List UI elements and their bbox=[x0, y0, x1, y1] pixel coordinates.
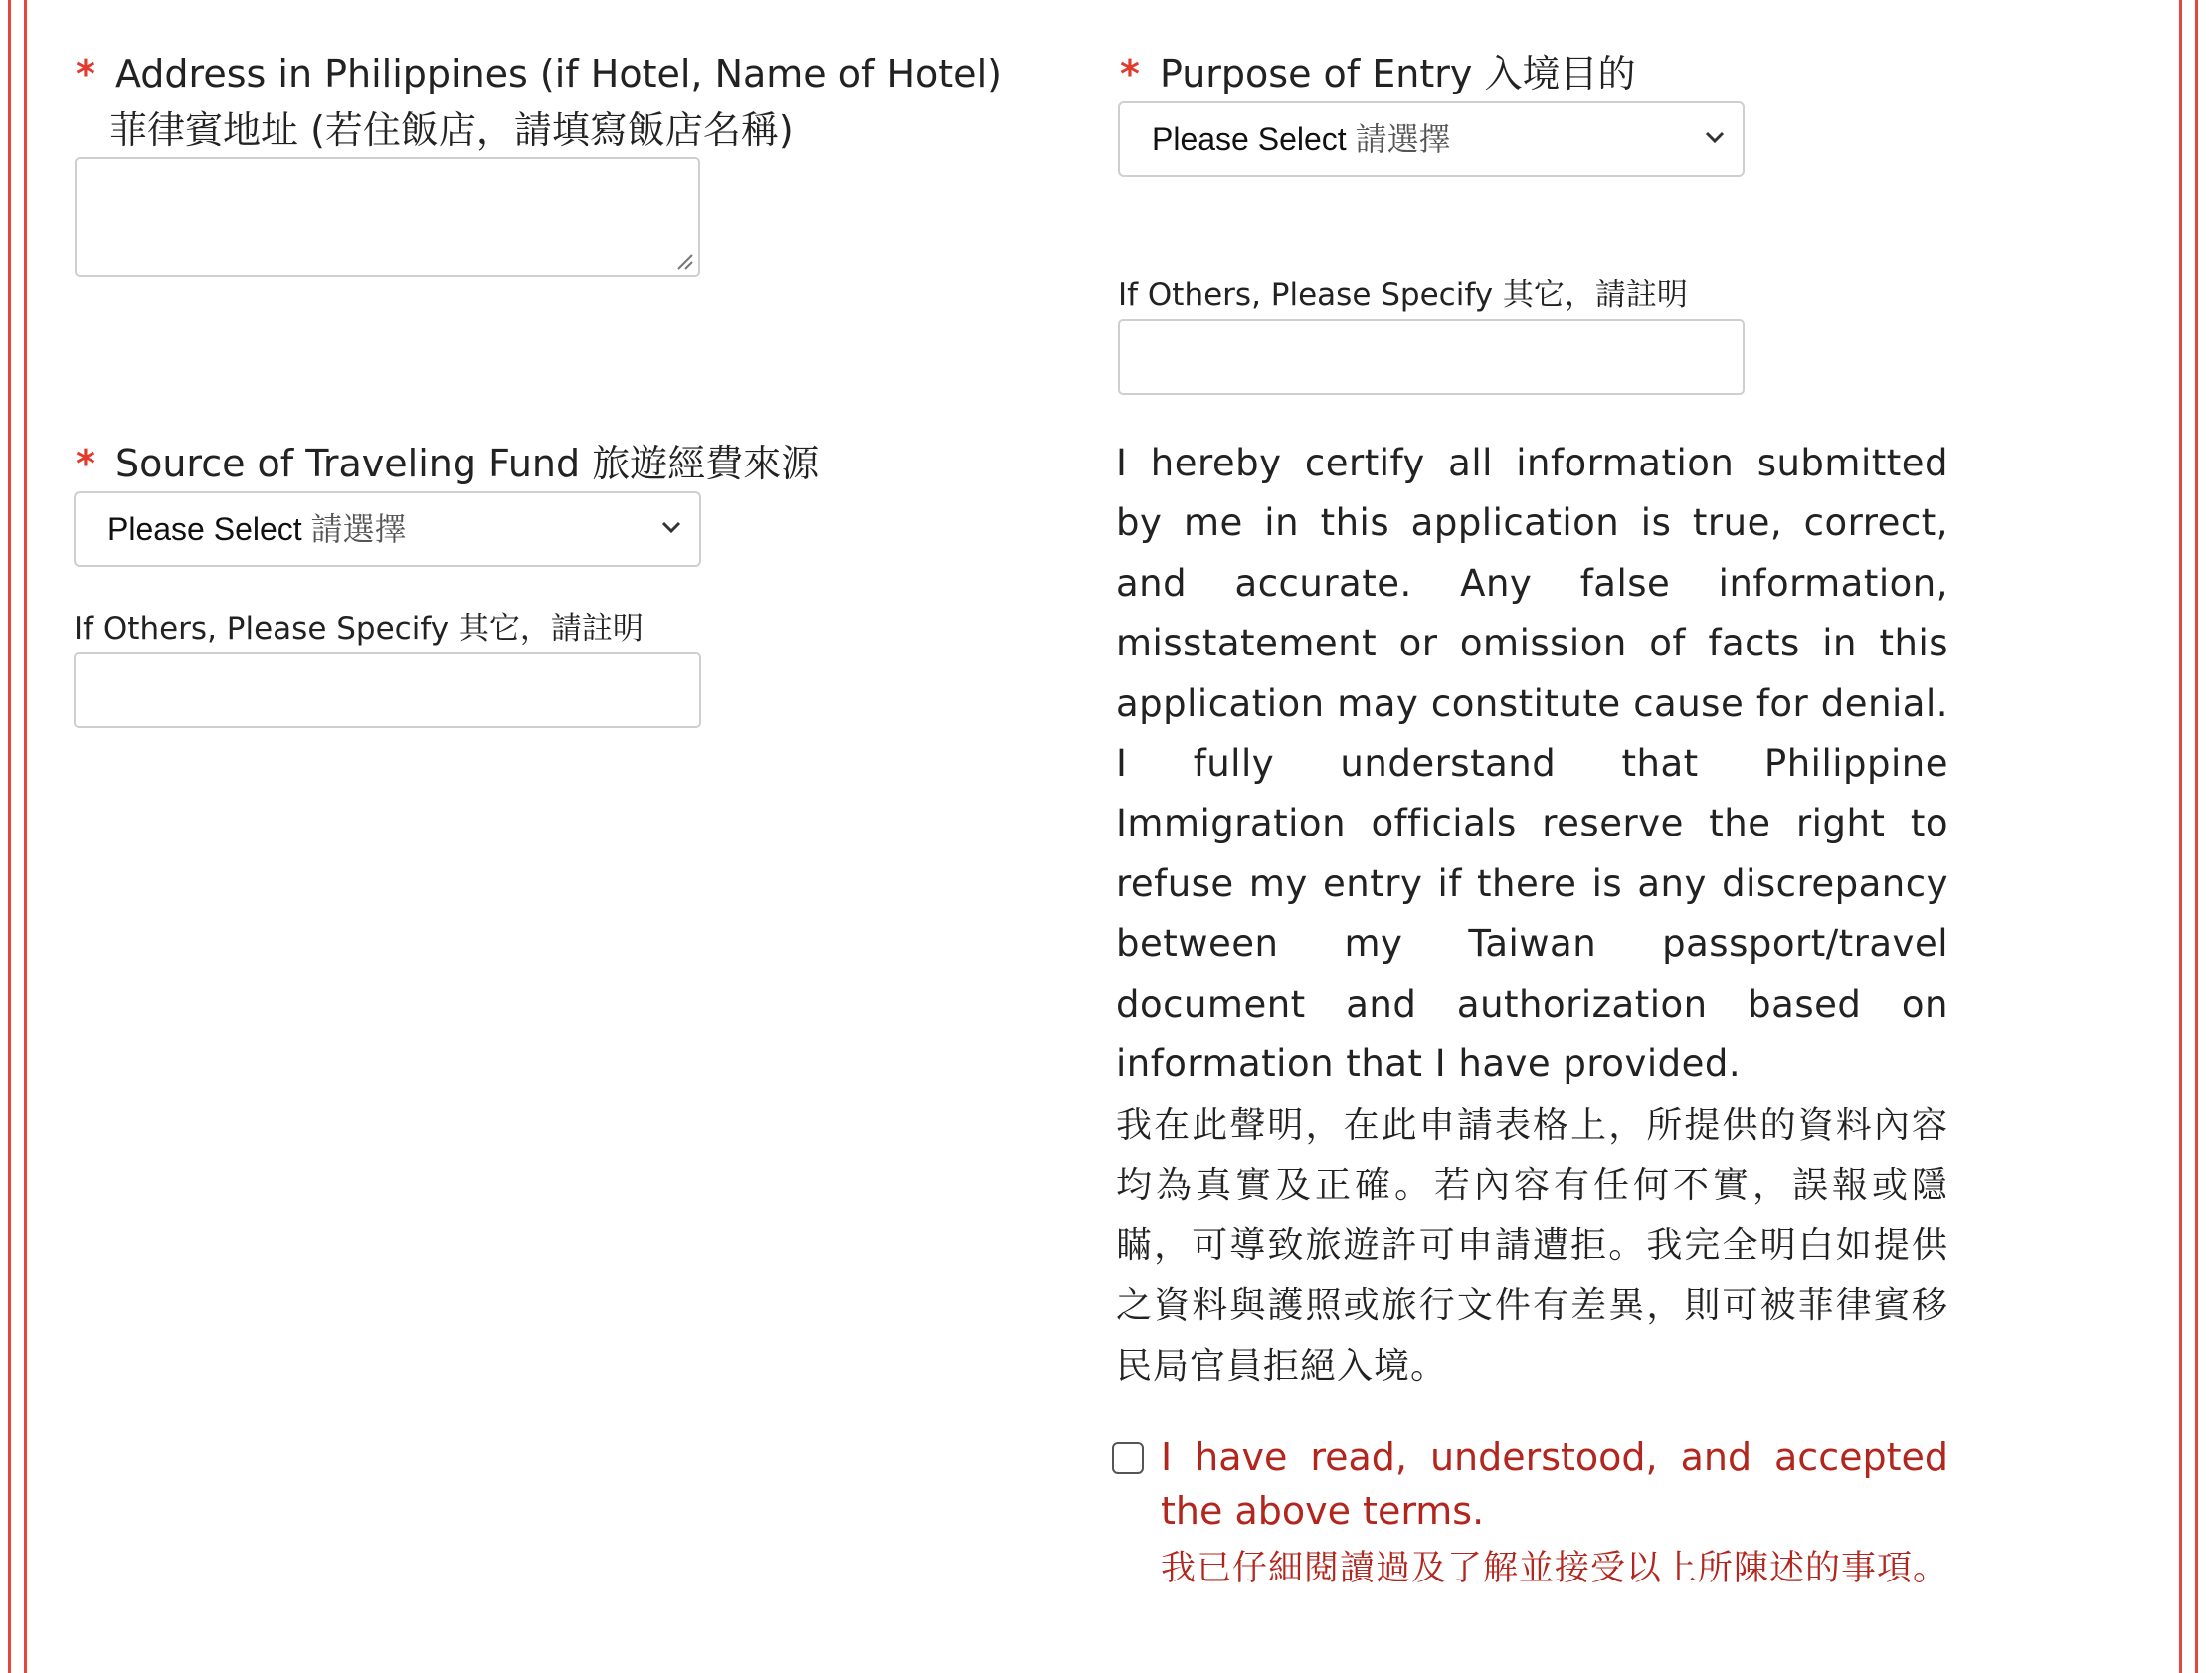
declaration-text-en: I hereby certify all information submitted by me in this application is true, correct, and accurate. Any false information, misstatement or omission of facts in this application may constitute cause for denial. I fully understand that Philippine Immigration officials reserve the right to refuse my entry if there is any discrepancy between my Taiwan passport/travel document and authorization based on information that I have provided. bbox=[1116, 442, 1948, 1086]
required-mark: * bbox=[76, 442, 95, 485]
fund-label bbox=[76, 436, 819, 492]
agreement-label-cn[interactable]: 我已仔細閱讀過及了解並接受以上所陳述的事項。 bbox=[1161, 1549, 1949, 1588]
fund-label-text: Source of Traveling Fund 旅遊經費來源 bbox=[114, 442, 820, 485]
purpose-select-value-cn: 請選擇 bbox=[1355, 121, 1451, 157]
fund-select[interactable] bbox=[74, 491, 701, 567]
purpose-label bbox=[1120, 46, 1635, 102]
purpose-select[interactable] bbox=[1118, 101, 1745, 177]
purpose-others-label: If Others, Please Specify 其它，請註明 bbox=[1118, 278, 1688, 313]
agreement-checkbox[interactable] bbox=[1112, 1442, 1144, 1474]
frame-border-right-outer bbox=[2195, 0, 2198, 1673]
frame-border-right-inner bbox=[2179, 0, 2182, 1673]
chevron-down-icon bbox=[657, 507, 685, 549]
resize-grip-icon[interactable] bbox=[674, 251, 694, 271]
frame-border-left-outer bbox=[8, 0, 11, 1673]
address-label-en: Address in Philippines (if Hotel, Name of Hotel) bbox=[114, 52, 1002, 95]
declaration-text-cn: 我在此聲明，在此申請表格上，所提供的資料內容均為真實及正確。若內容有任何不實，誤報或隱瞞，可導致旅遊許可申請遭拒。我完全明白如提供之資料與護照或旅行文件有差異，則可被菲律賓移民局官員拒絕入境。 bbox=[1116, 1105, 1948, 1387]
address-label bbox=[76, 46, 1002, 102]
fund-select-value-cn: 請選擇 bbox=[310, 511, 407, 547]
purpose-select-value-en: Please Select bbox=[1152, 121, 1347, 157]
fund-others-label: If Others, Please Specify 其它，請註明 bbox=[74, 611, 644, 647]
purpose-label-text: Purpose of Entry 入境目的 bbox=[1159, 52, 1636, 95]
address-label-cn: 菲律賓地址 (若住飯店，請填寫飯店名稱) bbox=[109, 108, 794, 152]
fund-others-input[interactable] bbox=[74, 652, 701, 728]
agreement-label-en[interactable]: I have read, understood, and accepted the above terms. bbox=[1161, 1435, 1948, 1533]
address-textarea[interactable] bbox=[75, 157, 700, 277]
purpose-others-input[interactable] bbox=[1118, 319, 1745, 395]
chevron-down-icon bbox=[1701, 117, 1729, 159]
required-mark: * bbox=[1120, 52, 1140, 95]
fund-select-value-en: Please Select bbox=[107, 511, 302, 547]
required-mark: * bbox=[76, 52, 95, 95]
frame-border-left-inner bbox=[24, 0, 27, 1673]
